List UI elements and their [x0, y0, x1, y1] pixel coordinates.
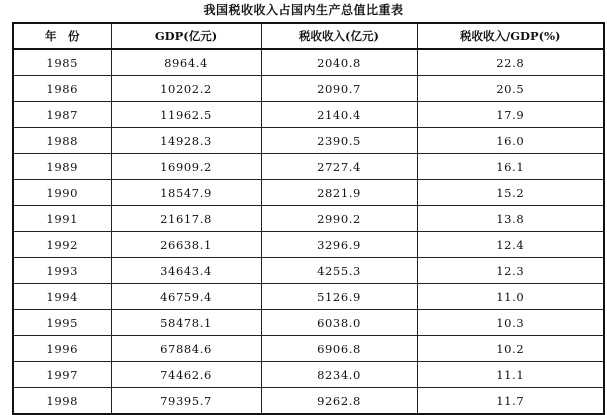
table-row	[13, 284, 604, 310]
cell-year: 1991	[13, 206, 111, 232]
cell-tax: 5126.9	[261, 284, 417, 310]
table-row	[13, 206, 604, 232]
header-row	[13, 23, 604, 49]
cell-year: 1985	[13, 49, 111, 76]
cell-ratio: 12.4	[417, 232, 604, 258]
header-ratio: 税收收入/GDP(%)	[417, 23, 604, 49]
cell-ratio: 17.9	[417, 102, 604, 128]
header-gdp: GDP(亿元)	[111, 23, 261, 49]
cell-year: 1997	[13, 362, 111, 388]
cell-year: 1990	[13, 180, 111, 206]
cell-ratio: 10.3	[417, 310, 604, 336]
cell-year: 1996	[13, 336, 111, 362]
header-tax: 税收收入(亿元)	[261, 23, 417, 49]
cell-ratio: 15.2	[417, 180, 604, 206]
cell-ratio: 12.3	[417, 258, 604, 284]
table-row	[13, 76, 604, 102]
cell-tax: 2727.4	[261, 154, 417, 180]
cell-gdp: 79395.7	[111, 388, 261, 415]
cell-tax: 3296.9	[261, 232, 417, 258]
cell-gdp: 8964.4	[111, 49, 261, 76]
cell-year: 1992	[13, 232, 111, 258]
tax-gdp-table	[12, 22, 605, 415]
table-row	[13, 232, 604, 258]
cell-gdp: 18547.9	[111, 180, 261, 206]
cell-tax: 2040.8	[261, 49, 417, 76]
cell-ratio: 11.0	[417, 284, 604, 310]
cell-gdp: 46759.4	[111, 284, 261, 310]
cell-year: 1995	[13, 310, 111, 336]
cell-year: 1989	[13, 154, 111, 180]
cell-gdp: 21617.8	[111, 206, 261, 232]
cell-gdp: 16909.2	[111, 154, 261, 180]
cell-ratio: 11.1	[417, 362, 604, 388]
cell-tax: 4255.3	[261, 258, 417, 284]
table-title: 我国税收收入占国内生产总值比重表	[203, 3, 404, 17]
cell-tax: 6906.8	[261, 336, 417, 362]
table-row	[13, 336, 604, 362]
cell-year: 1998	[13, 388, 111, 415]
table-row	[13, 49, 604, 76]
cell-gdp: 74462.6	[111, 362, 261, 388]
cell-ratio: 13.8	[417, 206, 604, 232]
cell-ratio: 20.5	[417, 76, 604, 102]
cell-ratio: 16.0	[417, 128, 604, 154]
table-row	[13, 102, 604, 128]
cell-gdp: 26638.1	[111, 232, 261, 258]
table-row	[13, 180, 604, 206]
cell-ratio: 16.1	[417, 154, 604, 180]
cell-gdp: 14928.3	[111, 128, 261, 154]
cell-year: 1986	[13, 76, 111, 102]
cell-tax: 8234.0	[261, 362, 417, 388]
table-row	[13, 362, 604, 388]
cell-gdp: 34643.4	[111, 258, 261, 284]
cell-tax: 2821.9	[261, 180, 417, 206]
cell-gdp: 11962.5	[111, 102, 261, 128]
cell-gdp: 58478.1	[111, 310, 261, 336]
cell-ratio: 10.2	[417, 336, 604, 362]
table-row	[13, 128, 604, 154]
cell-tax: 9262.8	[261, 388, 417, 415]
header-year: 年 份	[13, 23, 111, 49]
cell-gdp: 67884.6	[111, 336, 261, 362]
cell-tax: 2990.2	[261, 206, 417, 232]
cell-ratio: 11.7	[417, 388, 604, 415]
cell-tax: 2140.4	[261, 102, 417, 128]
table-row	[13, 154, 604, 180]
cell-tax: 6038.0	[261, 310, 417, 336]
table-row	[13, 258, 604, 284]
cell-year: 1987	[13, 102, 111, 128]
table-row	[13, 310, 604, 336]
cell-year: 1988	[13, 128, 111, 154]
cell-year: 1993	[13, 258, 111, 284]
cell-gdp: 10202.2	[111, 76, 261, 102]
cell-tax: 2090.7	[261, 76, 417, 102]
table-row	[13, 388, 604, 415]
cell-tax: 2390.5	[261, 128, 417, 154]
cell-ratio: 22.8	[417, 49, 604, 76]
cell-year: 1994	[13, 284, 111, 310]
